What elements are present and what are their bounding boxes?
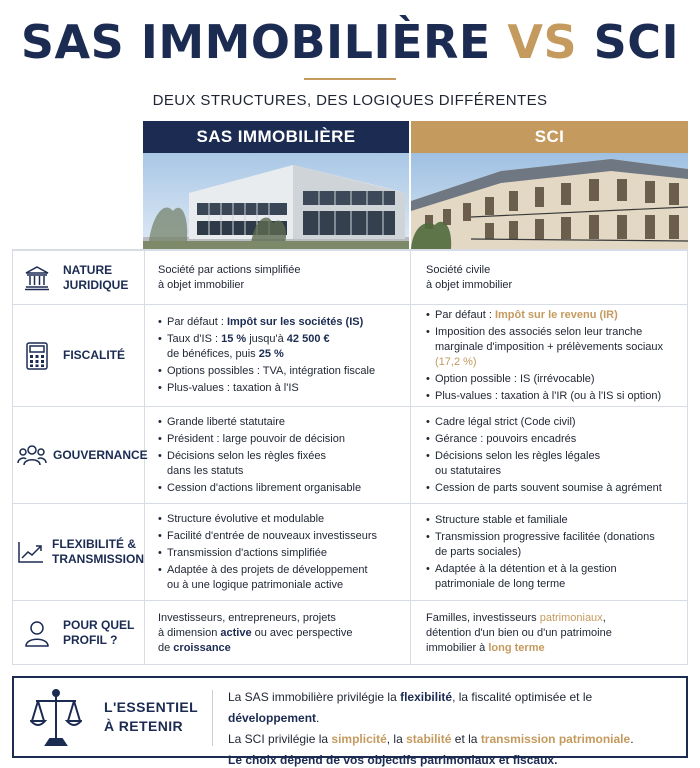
row-gouvernance [13, 406, 687, 503]
row-label: FISCALITÉ [63, 348, 125, 362]
key-takeaway-title: L'ESSENTIEL À RETENIR [104, 699, 199, 734]
bank-building-icon [17, 265, 57, 291]
sas-gouvernance-cell: • Grande liberté statutaire • Président : large pouvoir de décision • Décisions selon les règles fixées dans les statuts • Cession d'actions librement organisable [158, 407, 404, 503]
title-left: SAS IMMOBILIÈRE [20, 15, 491, 69]
title-divider [304, 78, 396, 80]
row-flexibilite-transmission [13, 503, 687, 600]
column-header-sas: SAS IMMOBILIÈRE [143, 121, 409, 153]
sci-fiscalite-cell: • Par défaut : Impôt sur le revenu (IR) • Imposition des associés selon leur tranche marginale d'imposition + prélèvements sociaux (17,2 %) • Option possible : IS (irrévocable) • Plus-values : taxation à l'IR (ou à l'IS si option) [426, 305, 681, 406]
sci-flexibilite-cell: • Structure stable et familiale • Transmission progressive facilitée (donations de parts sociales) • Adaptée à la détention et à la gestion patrimoniale de long terme [426, 504, 681, 600]
row-label: GOUVERNANCE [53, 447, 148, 462]
row-label: FLEXIBILITÉ & TRANSMISSION [51, 537, 144, 566]
growth-chart-icon [17, 540, 46, 564]
page-title [0, 14, 700, 70]
calculator-icon [17, 342, 57, 370]
people-group-icon [17, 443, 47, 467]
column-header-sci: SCI [411, 121, 688, 153]
row-profil [13, 600, 687, 665]
sas-fiscalite-cell: • Par défaut : Impôt sur les sociétés (IS) • Taux d'IS : 15 % jusqu'à 42 500 € de bénéfices, puis 25 % • Options possibles : TVA, intégration fiscale • Plus-values : taxation à l'IS [158, 305, 404, 406]
title-vs: VS [507, 15, 578, 69]
key-takeaway-divider [212, 690, 213, 746]
sci-nature-cell: Société civile à objet immobilier [426, 263, 513, 291]
user-profile-icon [17, 619, 57, 647]
title-right: SCI [593, 15, 680, 69]
sci-building-photo [411, 153, 688, 249]
row-label: NATURE JURIDIQUE [63, 262, 129, 292]
page-subtitle: DEUX STRUCTURES, DES LOGIQUES DIFFÉRENTES [152, 92, 548, 109]
key-takeaway-text: La SAS immobilière privilégie la flexibilité, la fiscalité optimisée et le développement. La SCI privilégie la simplicité, la stabilité et la transmission patrimoniale. Le choix dépend de vos objectifs patrimoniaux et fiscaux. [228, 690, 634, 767]
sas-profil-cell: Investisseurs, entrepreneurs, projets à dimension active ou avec perspective de croissance [158, 611, 353, 654]
row-label: POUR QUEL PROFIL ? [63, 618, 135, 647]
row-nature-juridique [13, 250, 687, 304]
row-fiscalite [13, 304, 687, 406]
sci-profil-cell: Familles, investisseurs patrimoniaux, détention d'un bien ou d'un patrimoine immobilier à long terme [426, 611, 612, 654]
sas-nature-cell: Société par actions simplifiée à objet immobilier [158, 263, 301, 291]
sas-building-photo [143, 153, 409, 249]
key-takeaway-box [12, 676, 688, 767]
scales-of-justice-icon [30, 687, 82, 749]
sas-flexibilite-cell: • Structure évolutive et modulable • Facilité d'entrée de nouveaux investisseurs • Transmission d'actions simplifiée • Adaptée à des projets de développement ou à une logique patrimoniale active [158, 504, 404, 600]
sci-gouvernance-cell: • Cadre légal strict (Code civil) • Gérance : pouvoirs encadrés • Décisions selon les règles légales ou statutaires • Cession de parts souvent soumise à agrément [426, 407, 681, 503]
comparison-table [12, 249, 688, 665]
